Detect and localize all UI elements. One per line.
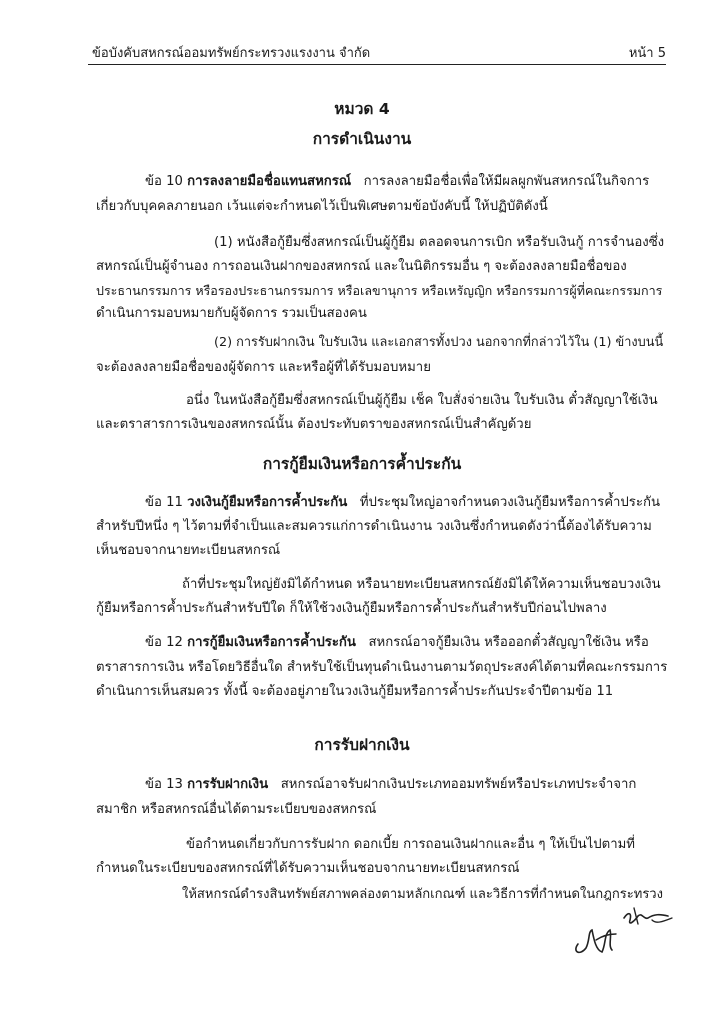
clause-10-line-6: ดำเนินการมอบหมายกับผู้จัดการ รวมเป็นสองคน: [96, 306, 367, 321]
clause-12-line-2: ตราสารการเงิน หรือโดยวิธีอื่นใด สำหรับใช้เป็นทุนดำเนินงานตามวัตถุประสงค์ได้ตามที่คณะกรรมการ: [96, 660, 668, 675]
clause-12-number: ข้อ 12: [145, 635, 183, 650]
clause-12-text: สหกรณ์อาจกู้ยืมเงิน หรือออกตั๋วสัญญาใช้เงิน หรือ: [368, 635, 649, 650]
clause-11-line-4: ถ้าที่ประชุมใหญ่ยังมิได้กำหนด หรือนายทะเบียนสหกรณ์ยังมิได้ให้ความเห็นชอบวงเงิน: [182, 577, 661, 592]
header-divider: [88, 64, 666, 65]
clause-10-line-5: ประธานกรรมการ หรือรองประธานกรรมการ หรือเลขานุการ หรือเหรัญญิก หรือกรรมการผู้ที่คณะกรรมการ: [96, 283, 663, 298]
chapter-number: หมวด 4: [334, 100, 390, 118]
clause-11-text: ที่ประชุมใหญ่อาจกำหนดวงเงินกู้ยืมหรือการค้ำประกัน: [359, 495, 660, 510]
clause-10-title: การลงลายมือชื่อแทนสหกรณ์: [187, 174, 352, 189]
page-number: หน้า 5: [628, 46, 666, 61]
clause-10-line-2: เกี่ยวกับบุคคลภายนอก เว้นแต่จะกำหนดไว้เป็นพิเศษตามข้อบังคับนี้ ให้ปฏิบัติดังนี้: [96, 199, 548, 214]
clause-13-text: สหกรณ์อาจรับฝากเงินประเภทออมทรัพย์หรือประเภทประจำจาก: [280, 777, 637, 792]
clause-11-line-1: [145, 494, 660, 512]
clause-13-line-5: ให้สหกรณ์ดำรงสินทรัพย์สภาพคล่องตามหลักเกณฑ์ และวิธีการที่กำหนดในกฎกระทรวง: [182, 887, 663, 902]
clause-13-line-2: สมาชิก หรือสหกรณ์อื่นได้ตามระเบียบของสหกรณ์: [96, 802, 377, 817]
clause-10-line-7: (2) การรับฝากเงิน ใบรับเงิน และเอกสารทั้งปวง นอกจากที่กล่าวไว้ใน (1) ข้างบนนี้: [214, 335, 664, 350]
clause-12-line-3: ดำเนินการเห็นสมควร ทั้งนี้ จะต้องอยู่ภายในวงเงินกู้ยืมหรือการค้ำประกันประจำปีตามข้อ 11: [96, 684, 614, 699]
header-title: ข้อบังคับสหกรณ์ออมทรัพย์กระทรวงแรงงาน จำกัด: [92, 46, 371, 61]
clause-10-line-3: (1) หนังสือกู้ยืมซึ่งสหกรณ์เป็นผู้กู้ยืม ตลอดจนการเบิก หรือรับเงินกู้ การจำนองซึ่ง: [214, 235, 665, 250]
clause-11-line-5: กู้ยืมหรือการค้ำประกันสำหรับปีใด ก็ให้ใช้วงเงินกู้ยืมหรือการค้ำประกันสำหรับปีก่อนไปพลาง: [96, 601, 607, 616]
clause-10-text: การลงลายมือชื่อเพื่อให้มีผลผูกพันสหกรณ์ในกิจการ: [363, 174, 650, 189]
clause-10-line-8: จะต้องลงลายมือชื่อของผู้จัดการ และหรือผู้ที่ได้รับมอบหมาย: [96, 360, 431, 375]
clause-11-line-3: เห็นชอบจากนายทะเบียนสหกรณ์: [96, 543, 281, 558]
clause-13-line-4: กำหนดในระเบียบของสหกรณ์ที่ได้รับความเห็นชอบจากนายทะเบียนสหกรณ์: [96, 861, 520, 876]
clause-11-title: วงเงินกู้ยืมหรือการค้ำประกัน: [187, 495, 348, 510]
section-deposit-heading: การรับฝากเงิน: [314, 736, 410, 754]
clause-12-title: การกู้ยืมเงินหรือการค้ำประกัน: [187, 635, 356, 650]
section-borrowing-heading: การกู้ยืมเงินหรือการค้ำประกัน: [262, 455, 462, 473]
chapter-title: การดำเนินงาน: [312, 130, 412, 148]
clause-13-number: ข้อ 13: [145, 777, 183, 792]
clause-13-title: การรับฝากเงิน: [187, 777, 269, 792]
clause-10-line-4: สหกรณ์เป็นผู้จำนอง การถอนเงินฝากของสหกรณ์ และในนิติกรรมอื่น ๆ จะต้องลงลายมือชื่อของ: [96, 259, 627, 274]
clause-12-line-1: [145, 634, 649, 652]
clause-11-number: ข้อ 11: [145, 495, 183, 510]
clause-10-line-1: [145, 173, 649, 191]
handwritten-signature: [568, 900, 678, 966]
clause-10-line-10: และตราสารการเงินของสหกรณ์นั้น ต้องประทับตราของสหกรณ์เป็นสำคัญด้วย: [96, 417, 532, 432]
clause-13-line-1: [145, 776, 636, 794]
clause-11-line-2: สำหรับปีหนึ่ง ๆ ไว้ตามที่จำเป็นและสมควรแก่การดำเนินงาน วงเงินซึ่งกำหนดดังว่านี้ต้องได้รับความ: [96, 519, 652, 534]
clause-10-number: ข้อ 10: [145, 174, 183, 189]
clause-13-line-3: ข้อกำหนดเกี่ยวกับการรับฝาก ดอกเบี้ย การถอนเงินฝากและอื่น ๆ ให้เป็นไปตามที่: [186, 837, 635, 852]
clause-10-line-9: อนึ่ง ในหนังสือกู้ยืมซึ่งสหกรณ์เป็นผู้กู้ยืม เช็ค ใบสั่งจ่ายเงิน ใบรับเงิน ตั๋วสัญญาใช้เงิน: [186, 393, 658, 408]
